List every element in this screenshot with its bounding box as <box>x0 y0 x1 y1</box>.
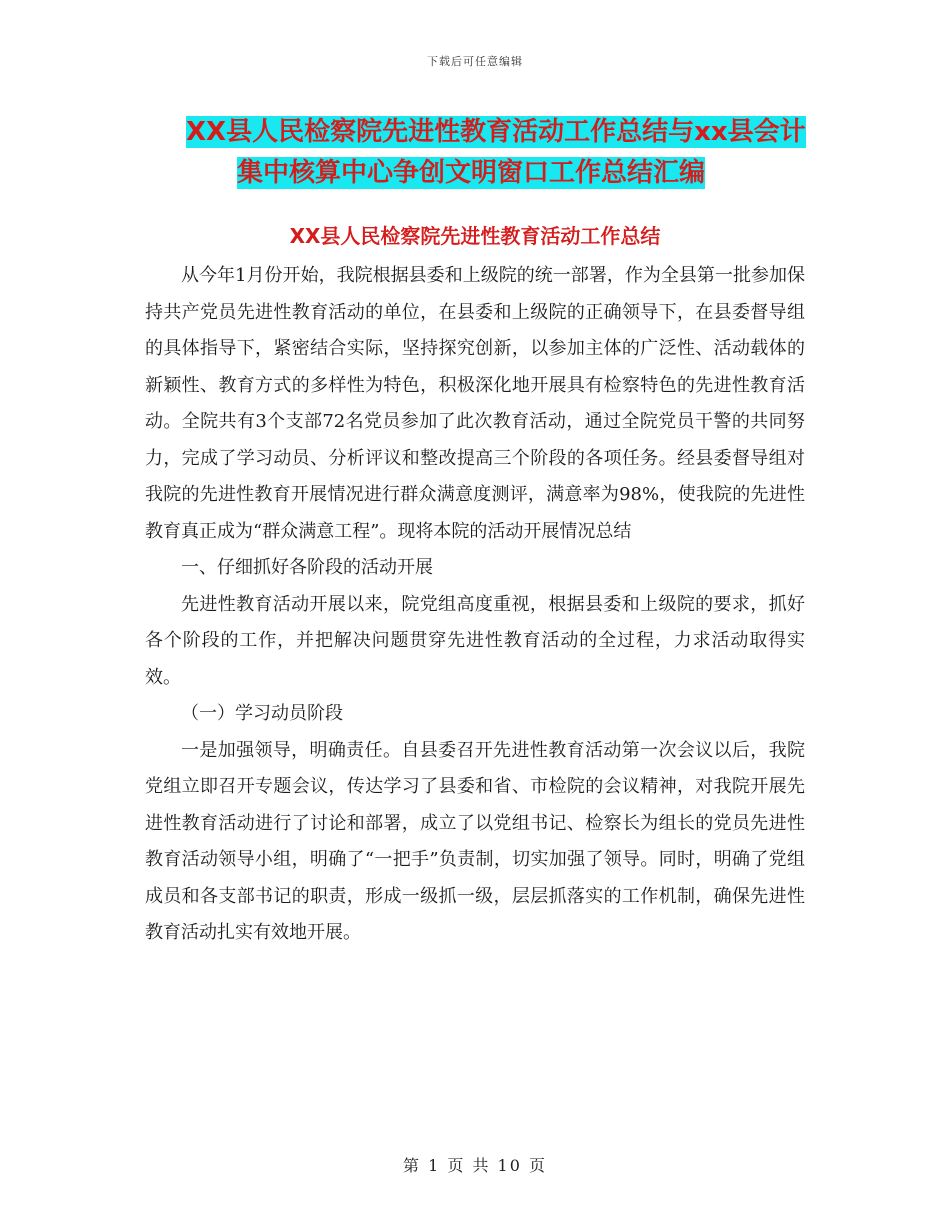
paragraph-leadership: 一是加强领导，明确责任。自县委召开先进性教育活动第一次会议以后，我院党组立即召开专题会议，传达学习了县委和省、市检院的会议精神，对我院开展先进性教育活动进行了讨论和部署，成立了以党组书记、检察长为组长的党员先进性教育活动领导小组，明确了“一把手”负责制，切实加强了领导。同时，明确了党组成员和各支部书记的职责，形成一级抓一级，层层抓落实的工作机制，确保先进性教育活动扎实有效地开展。 <box>145 739 805 943</box>
page-header-note: 下载后可任意编辑 <box>427 55 523 68</box>
document-title <box>140 112 820 194</box>
title-highlight: XX县人民检察院先进性教育活动工作总结与xx县会计 <box>186 117 806 147</box>
section-title: XX县人民检察院先进性教育活动工作总结 <box>289 224 661 248</box>
heading-subsection-one: （一）学习动员阶段 <box>181 703 343 724</box>
heading-part-one: 一、仔细抓好各阶段的活动开展 <box>181 557 433 578</box>
paragraph-intro: 从今年1月份开始，我院根据县委和上级院的统一部署，作为全县第一批参加保持共产党员先进性教育活动的单位，在县委和上级院的正确领导下，在县委督导组的具体指导下，紧密结合实际，坚持探究创新，以参加主体的广泛性、活动载体的新颖性、教育方式的多样性为特色，积极深化地开展具有检察特色的先进性教育活动。全院共有3个支部72名党员参加了此次教育活动，通过全院党员干警的共同努力，完成了学习动员、分析评议和整改提高三个阶段的各项任务。经县委督导组对我院的先进性教育开展情况进行群众满意度测评，满意率为98%，使我院的先进性教育真正成为“群众满意工程”。现将本院的活动开展情况总结 <box>145 265 805 542</box>
document-title-line-2 <box>140 153 820 194</box>
title-highlight: 集中核算中心争创文明窗口工作总结汇编 <box>237 158 706 188</box>
document-body <box>145 258 805 952</box>
page-number: 第 1 页 共 10 页 <box>403 1156 547 1175</box>
paragraph-overview: 先进性教育活动开展以来，院党组高度重视，根据县委和上级院的要求，抓好各个阶段的工作，并把解决问题贯穿先进性教育活动的全过程，力求活动取得实效。 <box>145 593 805 688</box>
document-title-line-1 <box>140 112 820 153</box>
